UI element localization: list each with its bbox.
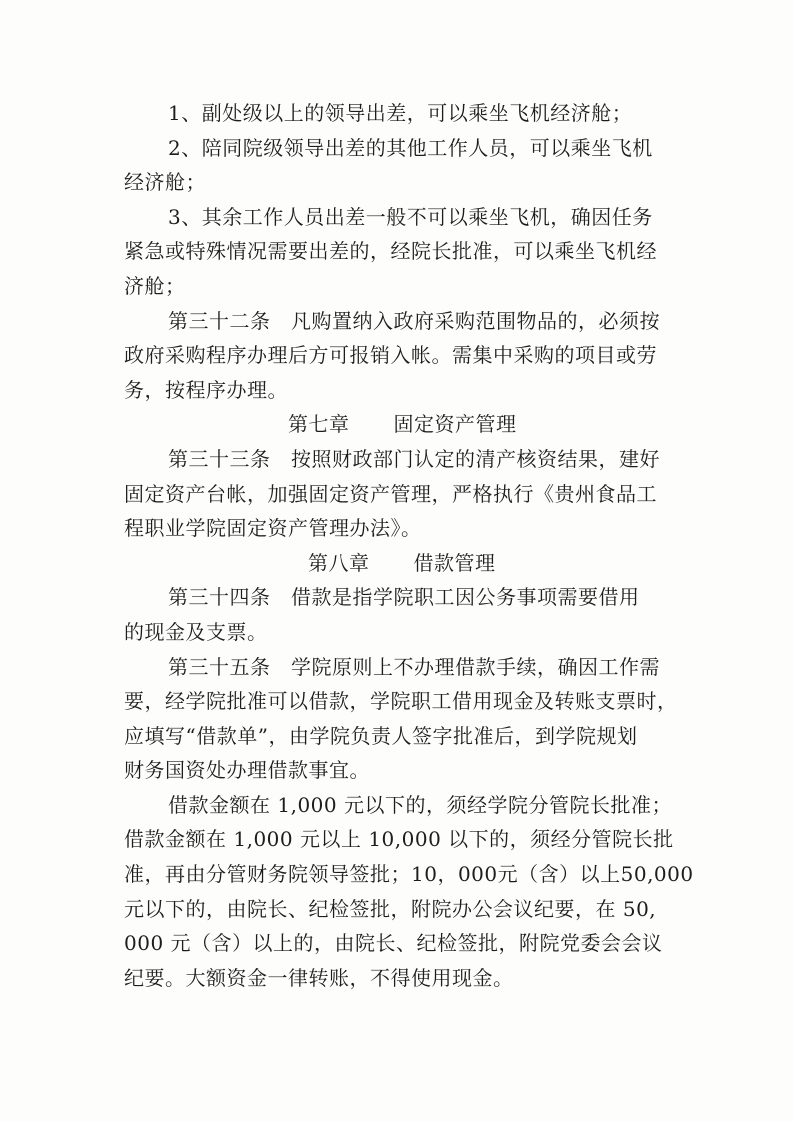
- chapter-8-title: 借款管理: [413, 550, 496, 575]
- chapter-7-number: 第七章: [288, 412, 350, 437]
- paragraph-line: 1、副处级以上的领导出差，可以乘坐飞机经济舱；: [168, 101, 633, 125]
- paragraph-line: 济舱；: [124, 273, 186, 298]
- chapter-7-heading: [124, 407, 672, 442]
- paragraph-line: 的现金及支票。: [124, 619, 268, 644]
- chapter-7-title: 固定资产管理: [393, 412, 517, 437]
- article-32-line: 第三十二条 凡购置纳入政府采购范围物品的，必须按: [168, 308, 660, 333]
- paragraph-line: 固定资产台帐，加强固定资产管理，严格执行《贵州食品工: [124, 481, 657, 506]
- paragraph-line: 要，经学院批准可以借款，学院职工借用现金及转账支票时，: [124, 689, 678, 714]
- paragraph-line: 紧急或特殊情况需要出差的，经院长批准，可以乘坐飞机经: [124, 239, 657, 264]
- paragraph-line: 政府采购程序办理后方可报销入帐。需集中采购的项目或劳: [124, 343, 657, 368]
- document-body: [124, 96, 694, 995]
- paragraph-line: 借款金额在 1,000 元以上 10,000 以下的，须经分管院长批: [124, 827, 674, 852]
- paragraph-line: 经济舱；: [124, 170, 206, 195]
- paragraph-line: 2、陪同院级领导出差的其他工作人员，可以乘坐飞机: [168, 135, 653, 160]
- paragraph-line: 纪要。大额资金一律转账，不得使用现金。: [124, 965, 514, 990]
- paragraph-line: 元以下的，由院长、纪检签批，附院办公会议纪要，在 50,: [124, 896, 657, 921]
- paragraph-line: 准，再由分管财务院领导签批；10，000元（含）以上50,000: [124, 862, 694, 887]
- chapter-8-number: 第八章: [308, 550, 370, 575]
- paragraph-line: 财务国资处办理借款事宜。: [124, 758, 370, 783]
- paragraph-line: 务，按程序办理。: [124, 377, 288, 402]
- article-34-line: 第三十四条 借款是指学院职工因公务事项需要借用: [168, 585, 640, 610]
- article-33-line: 第三十三条 按照财政部门认定的清产核资结果，建好: [168, 446, 660, 471]
- chapter-8-heading: [124, 546, 672, 581]
- article-35-line: 第三十五条 学院原则上不办理借款手续，确因工作需: [168, 654, 660, 679]
- paragraph-line: 3、其余工作人员出差一般不可以乘坐飞机，确因任务: [168, 204, 653, 229]
- paragraph-line: 应填写“借款单”，由学院负责人签字批准后，到学院规划: [124, 723, 638, 748]
- paragraph-line: 程职业学院固定资产管理办法》。: [124, 516, 422, 541]
- paragraph-line: 000 元（含）以上的，由院长、纪检签批，附院党委会会议: [124, 931, 663, 956]
- paragraph-line: 借款金额在 1,000 元以下的，须经学院分管院长批准；: [168, 792, 672, 817]
